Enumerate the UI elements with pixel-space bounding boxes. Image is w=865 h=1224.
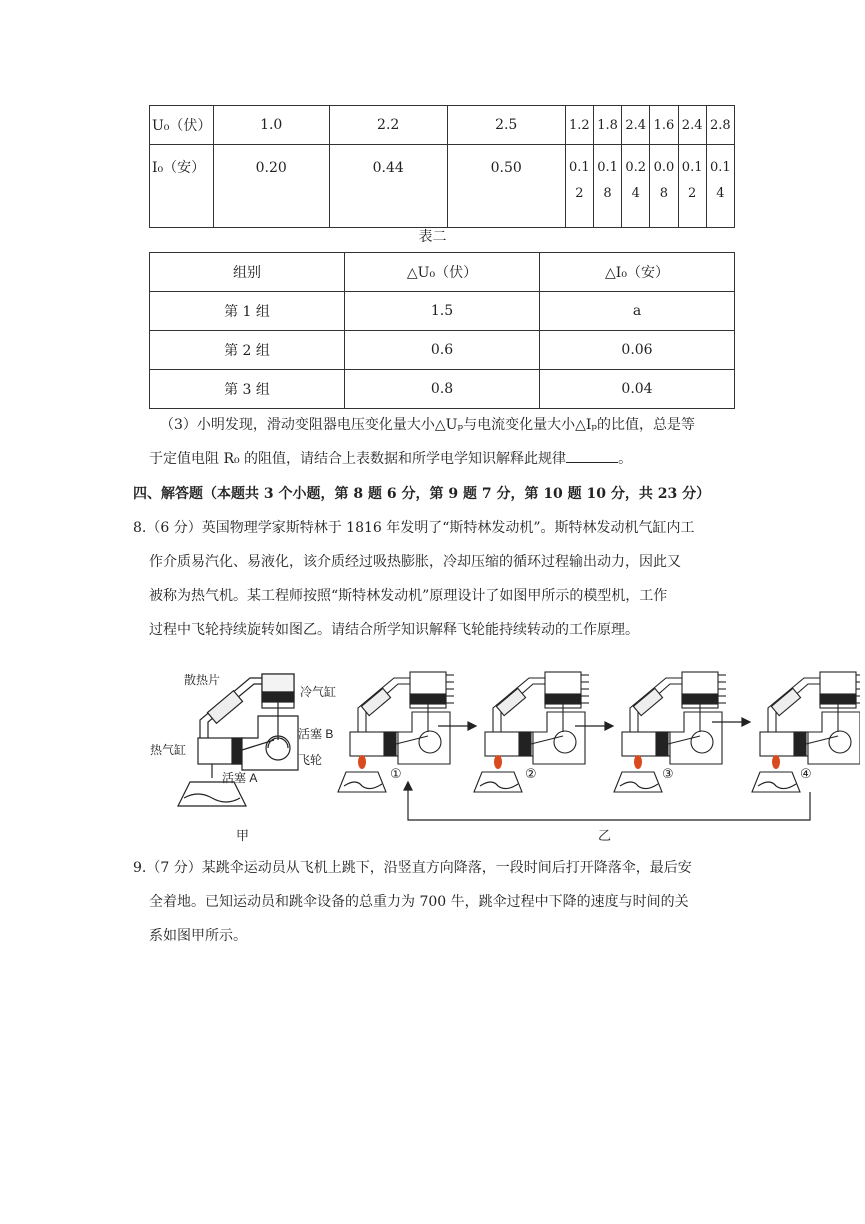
table-cell: 0.2 4 — [622, 145, 650, 228]
table-cell: 0.06 — [540, 331, 735, 370]
engine-step-diagram — [474, 672, 589, 792]
engine-step-diagram — [752, 672, 860, 792]
table-cell: a — [540, 292, 735, 331]
flywheel-label: 飞轮 — [298, 753, 323, 767]
question-9-line: 全着地。已知运动员和跳伞设备的总重力为 700 牛，跳伞过程中下降的速度与时间的关 — [149, 894, 689, 910]
question-3-line-1: （3）小明发现，滑动变阻器电压变化量大小△Uₚ与电流变化量大小△Iₚ的比值，总是等 — [160, 417, 695, 433]
question-8-line: 8.（6 分）英国物理学家斯特林于 1816 年发明了“斯特林发动机”。斯特林发动机气缸内工 — [133, 520, 695, 536]
table-cell: 0.0 8 — [650, 145, 678, 228]
question-8-line: 作介质易汽化、易液化，该介质经过吸热膨胀，冷却压缩的循环过程输出动力，因此又 — [149, 554, 681, 570]
table-cell: 1.5 — [345, 292, 540, 331]
table-cell: 0.1 2 — [565, 145, 593, 228]
table-cell: 第 2 组 — [150, 331, 345, 370]
question-9-line: 9.（7 分）某跳伞运动员从飞机上跳下，沿竖直方向降落，一段时间后打开降落伞，最后安 — [133, 860, 692, 876]
question-9-line: 系如图甲所示。 — [149, 928, 247, 944]
piston-b-label: 活塞 B — [298, 727, 334, 741]
flame-icon — [772, 755, 780, 769]
question-3-line-2: 于定值电阻 R₀ 的阻值，请结合上表数据和所学电学知识解释此规律 。 — [149, 448, 632, 469]
column-header: △U₀（伏） — [345, 253, 540, 292]
table-cell: 2.2 — [329, 106, 447, 145]
table-cell: 0.8 — [345, 370, 540, 409]
table-cell: 2.5 — [447, 106, 565, 145]
burner-icon — [338, 772, 386, 792]
table-cell: 第 3 组 — [150, 370, 345, 409]
table-cell: 0.50 — [447, 145, 565, 228]
diagram-jia — [178, 674, 298, 806]
table-cell: 第 1 组 — [150, 292, 345, 331]
table-cell: 1.8 — [593, 106, 621, 145]
table-cell: 0.1 4 — [706, 145, 734, 228]
row-label: I₀（安） — [150, 145, 214, 228]
cold-cylinder-label: 冷气缸 — [300, 685, 337, 699]
table-row — [150, 145, 735, 228]
heat-sink-label: 散热片 — [184, 673, 221, 687]
section-heading: 四、解答题（本题共 3 个小题，第 8 题 6 分，第 9 题 7 分，第 10 题 10 分，共 23 分） — [133, 486, 711, 502]
step-number: ① — [390, 766, 402, 781]
data-table-1 — [149, 105, 735, 228]
table-row — [150, 331, 735, 370]
table-cell: 0.44 — [329, 145, 447, 228]
burner-icon — [752, 772, 800, 792]
flame-icon — [634, 755, 642, 769]
diagram-yi-steps — [338, 672, 860, 792]
flame-icon — [494, 755, 502, 769]
burner-icon — [614, 772, 662, 792]
table-header-row — [150, 253, 735, 292]
data-table-2 — [149, 252, 735, 409]
row-label: U₀（伏） — [150, 106, 214, 145]
column-header: △I₀（安） — [540, 253, 735, 292]
step-number: ③ — [662, 766, 674, 781]
engine-step-diagram — [614, 672, 726, 792]
question-8-line: 被称为热气机。某工程师按照“斯特林发动机”原理设计了如图甲所示的模型机，工作 — [149, 588, 668, 604]
table-cell: 1.0 — [213, 106, 329, 145]
table-cell: 2.4 — [678, 106, 706, 145]
piston-a-label: 活塞 A — [222, 771, 258, 785]
table-cell: 1.6 — [650, 106, 678, 145]
stirling-engine-figure — [150, 660, 860, 845]
table-row — [150, 370, 735, 409]
table-cell: 2.8 — [706, 106, 734, 145]
burner-icon — [474, 772, 522, 792]
table-cell: 2.4 — [622, 106, 650, 145]
step-number: ② — [525, 766, 537, 781]
figure-jia-caption: 甲 — [236, 828, 250, 843]
question-8-line: 过程中飞轮持续旋转如图乙。请结合所学知识解释飞轮能持续转动的工作原理。 — [149, 622, 639, 638]
answer-blank[interactable] — [566, 448, 618, 463]
table-row — [150, 106, 735, 145]
table-cell: 1.2 — [565, 106, 593, 145]
cycle-arrows — [404, 718, 810, 820]
hot-cylinder-label: 热气缸 — [150, 743, 187, 757]
figure-yi-caption: 乙 — [598, 828, 612, 843]
table-cell: 0.6 — [345, 331, 540, 370]
table-row — [150, 292, 735, 331]
engine-step-diagram — [338, 672, 454, 792]
step-number: ④ — [800, 766, 812, 781]
table-cell: 0.04 — [540, 370, 735, 409]
flame-icon — [358, 755, 366, 769]
column-header: 组别 — [150, 253, 345, 292]
table-title: 表二 — [418, 229, 447, 245]
table-cell: 0.1 8 — [593, 145, 621, 228]
table-cell: 0.1 2 — [678, 145, 706, 228]
table-cell: 0.20 — [213, 145, 329, 228]
